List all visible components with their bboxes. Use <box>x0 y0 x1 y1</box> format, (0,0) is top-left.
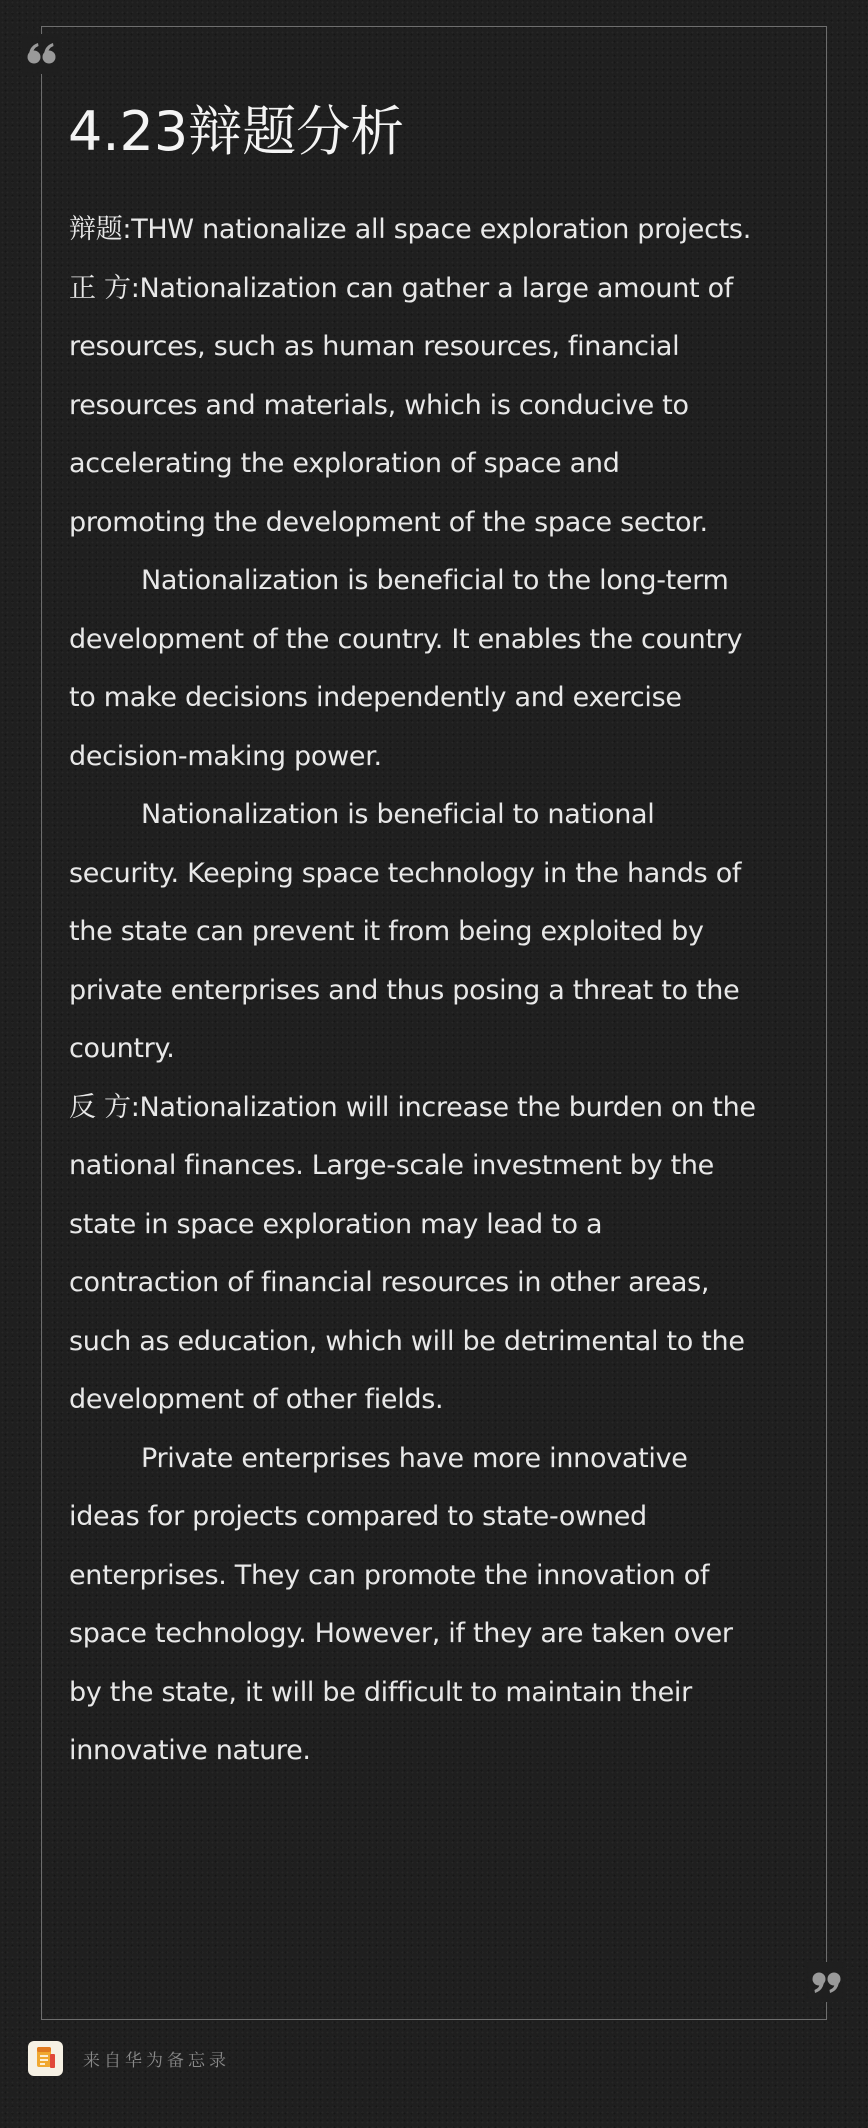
close-quote-icon <box>806 1962 846 2002</box>
con-label: 反 方 <box>69 1091 131 1123</box>
motion-label: 辩题 <box>69 214 123 245</box>
motion-paragraph: 辩题:THW nationalize all space exploration projects. <box>69 214 751 245</box>
pro-point-2: Nationalization is beneficial to the long-term development of the country. It enables the country to make decisions independently and exercise decision-making power. <box>69 565 743 772</box>
open-quote-icon <box>22 34 62 74</box>
pro-paragraph-3 <box>69 786 759 1079</box>
pro-paragraph-2 <box>69 552 759 786</box>
notepad-icon <box>28 2041 63 2076</box>
con-paragraph-2 <box>69 1430 759 1781</box>
motion-text: THW nationalize all space exploration projects. <box>131 214 751 245</box>
con-point-1: Nationalization will increase the burden on the national finances. Large-scale investment by the state in space exploration may lead to a contraction of financial resources in other areas, such as education, which will be detrimental to the development of other fields. <box>69 1091 756 1415</box>
pro-paragraph-1: 正 方:Nationalization can gather a large amount of resources, such as human resources, financial resources and materials, which is conducive to accelerating the exploration of space and promoting the development of the space sector. <box>69 272 733 538</box>
note-title: 4.23辩题分析 <box>68 100 405 163</box>
source-footer <box>28 2040 230 2076</box>
con-paragraph-1: 反 方:Nationalization will increase the burden on the national finances. Large-scale investment by the state in space exploration may lead to a contraction of financial resources in other areas, such as education, which will be detrimental to the development of other fields. <box>69 1091 756 1415</box>
pro-point-1: Nationalization can gather a large amount of resources, such as human resources, financial resources and materials, which is conducive to accelerating the exploration of space and promoting the development of the space sector. <box>69 272 733 538</box>
pro-point-3: Nationalization is beneficial to national security. Keeping space technology in the hands of the state can prevent it from being exploited by private enterprises and thus posing a threat to the country. <box>69 799 742 1064</box>
source-text: 来自华为备忘录 <box>83 2050 230 2071</box>
con-point-2: Private enterprises have more innovative ideas for projects compared to state-owned enterprises. They can promote the innovation of space technology. However, if they are taken over by the state, it will be difficult to maintain their innovative nature. <box>69 1442 733 1766</box>
note-body <box>69 201 759 1781</box>
pro-label: 正 方 <box>69 272 131 304</box>
